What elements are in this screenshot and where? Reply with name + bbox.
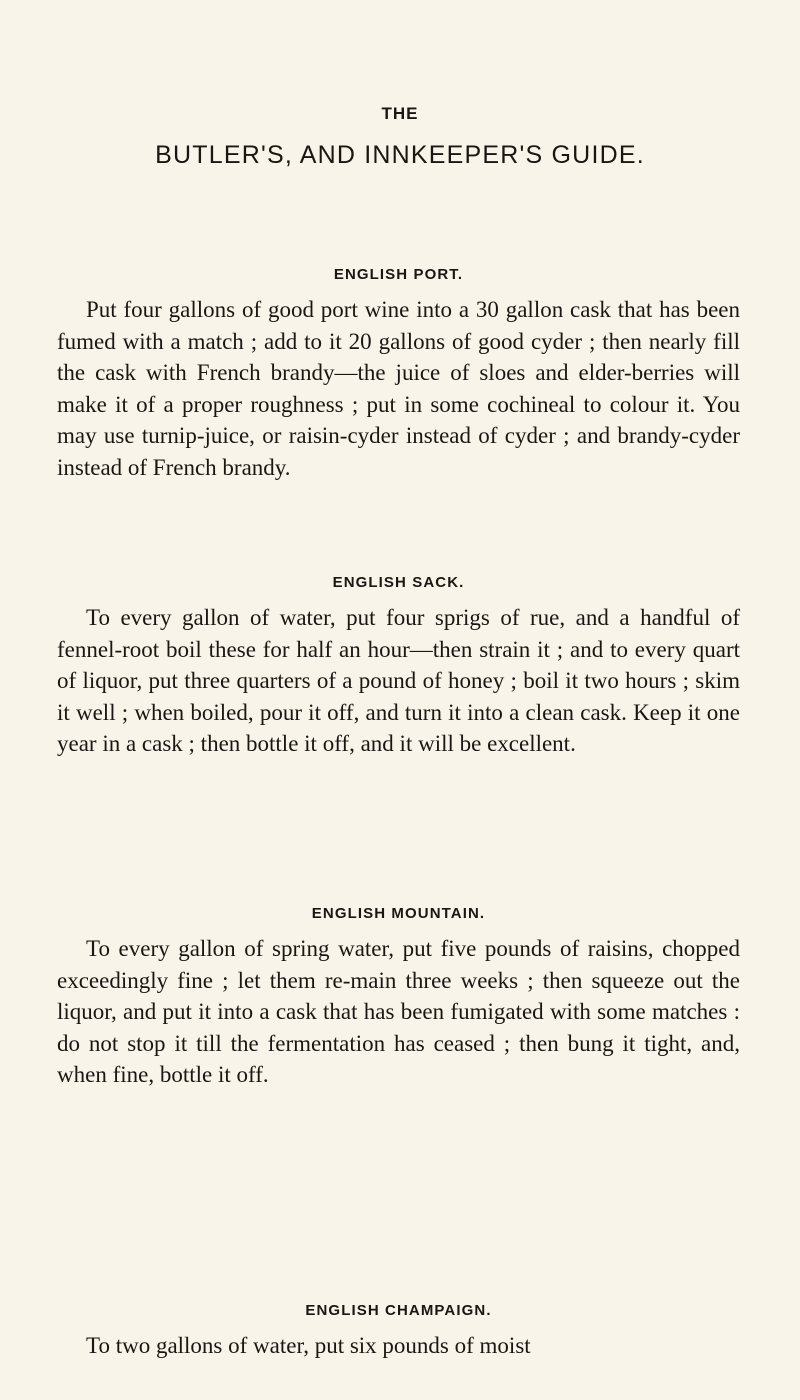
section-english-port bbox=[57, 266, 740, 483]
section-body: Put four gallons of good port wine into a 30 gallon cask that has been fumed with a match ; add to it 20 gallons of good cyder ; then nearly fill the cask with French brandy—the juice of sloes and elder-berries will make it of a proper roughness ; put in some cochineal to colour it. You may use turnip-juice, or raisin-cyder instead of cyder ; and brandy-cyder instead of French brandy. bbox=[57, 297, 740, 480]
section-body: To every gallon of spring water, put five pounds of raisins, chopped exceedingly fine ; let them re-main three weeks ; then squeeze out the liquor, and put it into a cask that has been fumigated with some matches : do not stop it till the fermentation has ceased ; then bung it tight, and, when fine, bottle it off. bbox=[57, 936, 740, 1087]
page-title: BUTLER'S, AND INNKEEPER'S GUIDE. bbox=[155, 141, 645, 169]
section-heading: ENGLISH MOUNTAIN. bbox=[311, 905, 486, 922]
section-heading: ENGLISH SACK. bbox=[332, 574, 465, 591]
section-body: To two gallons of water, put six pounds of moist bbox=[86, 1333, 531, 1358]
section-heading: ENGLISH PORT. bbox=[333, 266, 464, 283]
section-english-sack bbox=[57, 574, 740, 760]
section-english-mountain bbox=[57, 905, 740, 1091]
section-body: To every gallon of water, put four sprigs of rue, and a handful of fennel-root boil these for half an hour—then strain it ; and to every quart of liquor, put three quarters of a pound of honey ; boil it two hours ; skim it well ; when boiled, pour it off, and turn it into a clean cask. Keep it one year in a cask ; then bottle it off, and it will be excellent. bbox=[57, 605, 740, 756]
running-title: THE bbox=[381, 104, 419, 123]
section-english-champaign bbox=[57, 1302, 740, 1362]
section-heading: ENGLISH CHAMPAIGN. bbox=[305, 1302, 492, 1319]
